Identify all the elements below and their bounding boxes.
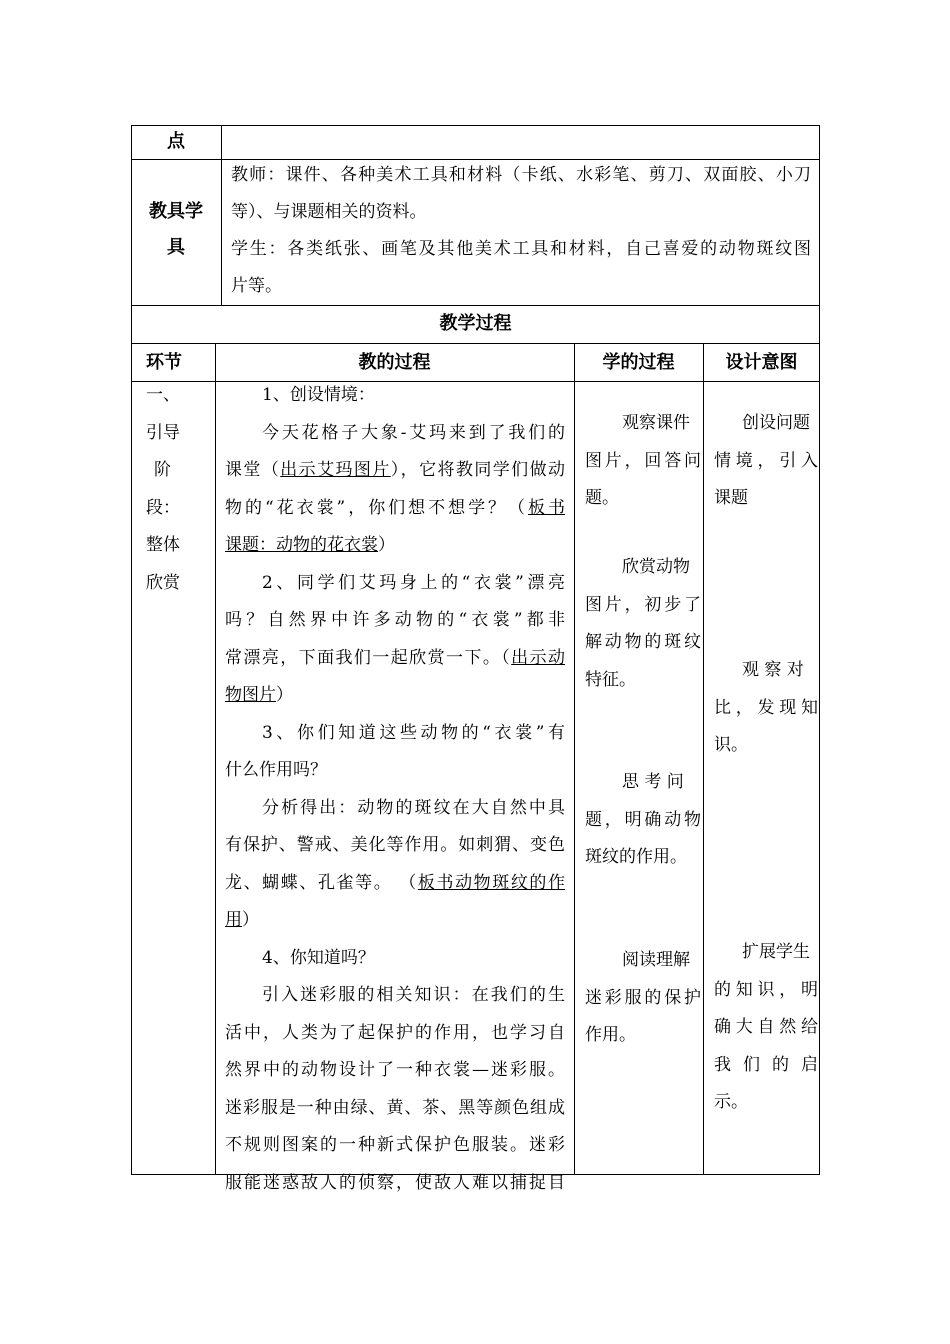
teach-line: 课题：动物的花衣裳） — [225, 535, 395, 555]
teach-line: 吗？自然界中许多动物的“衣裳”都非 — [225, 610, 565, 630]
underlined-action: 课题：动物的花衣裳 — [225, 535, 378, 555]
row-label-tools — [131, 194, 221, 266]
teach-line: 分析得出：动物的斑纹在大自然中具 — [262, 797, 565, 818]
learn-line: 图片，回答问 — [585, 450, 701, 471]
teach-line: 用） — [225, 910, 259, 930]
design-line: 的知识，明 — [714, 979, 818, 1000]
teach-line: 今天花格子大象-艾玛来到了我们的 — [262, 422, 565, 443]
design-block-1 — [714, 405, 818, 518]
header-teach: 教的过程 — [358, 352, 431, 373]
row-divider — [131, 343, 820, 344]
learn-block-3 — [585, 764, 701, 877]
teach-line: 然界中的动物设计了一种衣裳—迷彩服。 — [225, 1060, 565, 1080]
stage-line: 引导 — [146, 422, 180, 443]
teach-line: 4、你知道吗？ — [262, 947, 375, 968]
col-divider — [215, 343, 216, 1174]
tools-content — [231, 157, 811, 305]
header-learn: 学的过程 — [602, 352, 675, 373]
col-divider — [221, 125, 222, 305]
table-border-top — [131, 125, 820, 126]
underlined-action: 出示动 — [511, 647, 566, 668]
learn-block-1 — [585, 405, 701, 518]
learn-line: 作用。 — [585, 1025, 636, 1045]
teach-line: 什么作用吗？ — [225, 760, 327, 780]
teach-line: 龙、蝴蝶、孔雀等。 （板书动物斑纹的作 — [225, 872, 566, 893]
teacher-tools-line1: 教师：课件、各种美术工具和材料（卡纸、水彩笔、剪刀、双面胶、小刀 — [231, 165, 811, 185]
teach-line: 不规则图案的一种新式保护色服装。迷彩 — [225, 1135, 565, 1155]
design-line: 我 们 的 启 — [714, 1054, 818, 1075]
underlined-action: 用 — [225, 910, 242, 930]
learn-line: 题，明确动物 — [585, 809, 701, 830]
teach-line: 服能迷惑敌人的侦察，使敌人难以捕捉目 — [225, 1172, 565, 1193]
row-label-dian: 点 — [167, 131, 185, 152]
row-label-tools-line2: 具 — [167, 237, 185, 258]
learn-line: 思 考 问 — [622, 772, 684, 792]
teach-line: 活中，人类为了起保护的作用，也学习自 — [225, 1022, 565, 1043]
design-block-2 — [714, 652, 818, 765]
header-stage: 环节 — [146, 352, 182, 373]
teach-line: 物图片） — [225, 685, 293, 705]
student-tools-line1: 学生：各类纸张、画笔及其他美术工具和材料，自己喜爱的动物斑纹图 — [231, 239, 811, 259]
stage-line: 段： — [146, 497, 180, 518]
underlined-action: 板书动物斑纹的作 — [417, 872, 566, 893]
row-divider — [131, 305, 820, 306]
stage-line: 欣赏 — [146, 572, 180, 593]
underlined-action: 物图片 — [225, 685, 276, 705]
table-border-right — [819, 125, 820, 1175]
section-title: 教学过程 — [439, 313, 512, 334]
teach-line: 有保护、警戒、美化等作用。如刺猬、变色 — [225, 835, 565, 855]
learn-line: 迷彩服的保护 — [585, 987, 701, 1008]
underlined-action: 出示艾玛图片 — [280, 460, 391, 480]
teach-line: 引入迷彩服的相关知识：在我们的生 — [262, 985, 565, 1005]
teach-line: 迷彩服是一种由绿、黄、茶、黑等颜色组成 — [225, 1097, 565, 1118]
teach-line: 课堂（出示艾玛图片），它将教同学们做动 — [225, 460, 565, 480]
learn-line: 观察课件 — [622, 413, 690, 433]
learn-block-4 — [585, 942, 701, 1055]
teach-line: 1、创设情境： — [262, 385, 375, 405]
teach-column — [225, 377, 565, 1202]
col-divider — [703, 343, 704, 1174]
design-line: 扩展学生 — [742, 942, 810, 962]
stage-line: 一、 — [146, 385, 180, 405]
stage-line: 整体 — [146, 535, 180, 555]
design-line: 比，发现知 — [714, 697, 818, 718]
learn-line: 斑纹的作用。 — [585, 847, 687, 867]
design-line: 识。 — [714, 735, 748, 755]
design-line: 观 察 对 — [742, 660, 804, 680]
learn-block-2 — [585, 549, 701, 699]
table-border-left — [131, 125, 132, 1175]
row-label-tools-line1: 教具学 — [149, 201, 203, 222]
learn-line: 解动物的斑纹 — [585, 632, 701, 652]
teach-line: 2、同学们艾玛身上的“衣裳”漂亮 — [262, 572, 565, 593]
design-line: 确大自然给 — [714, 1017, 818, 1037]
header-design: 设计意图 — [725, 352, 798, 373]
teach-line: 3、你们知道这些动物的“衣裳”有 — [262, 722, 565, 743]
learn-line: 欣赏动物 — [622, 557, 690, 577]
design-line: 课题 — [714, 488, 748, 508]
stage-line: 阶 — [154, 460, 171, 480]
learn-line: 特征。 — [585, 669, 636, 690]
design-block-3 — [714, 934, 818, 1122]
learn-line: 图片，初步了 — [585, 594, 701, 615]
student-tools-line2: 片等。 — [231, 276, 282, 296]
design-line: 示。 — [714, 1092, 748, 1112]
learn-line: 题。 — [585, 488, 619, 508]
stage-column — [146, 377, 212, 602]
design-line: 创设问题 — [742, 413, 810, 433]
learn-line: 阅读理解 — [622, 950, 690, 970]
teach-line: 物的“花衣裳”，你们想不想学？（板书 — [225, 497, 565, 518]
underlined-action: 板书 — [528, 497, 565, 518]
teach-line: 常漂亮，下面我们一起欣赏一下。（出示动 — [225, 647, 566, 668]
teacher-tools-line2: 等）、与课题相关的资料。 — [231, 202, 427, 222]
design-line: 情境，引入 — [714, 450, 818, 471]
col-divider — [574, 343, 575, 1174]
